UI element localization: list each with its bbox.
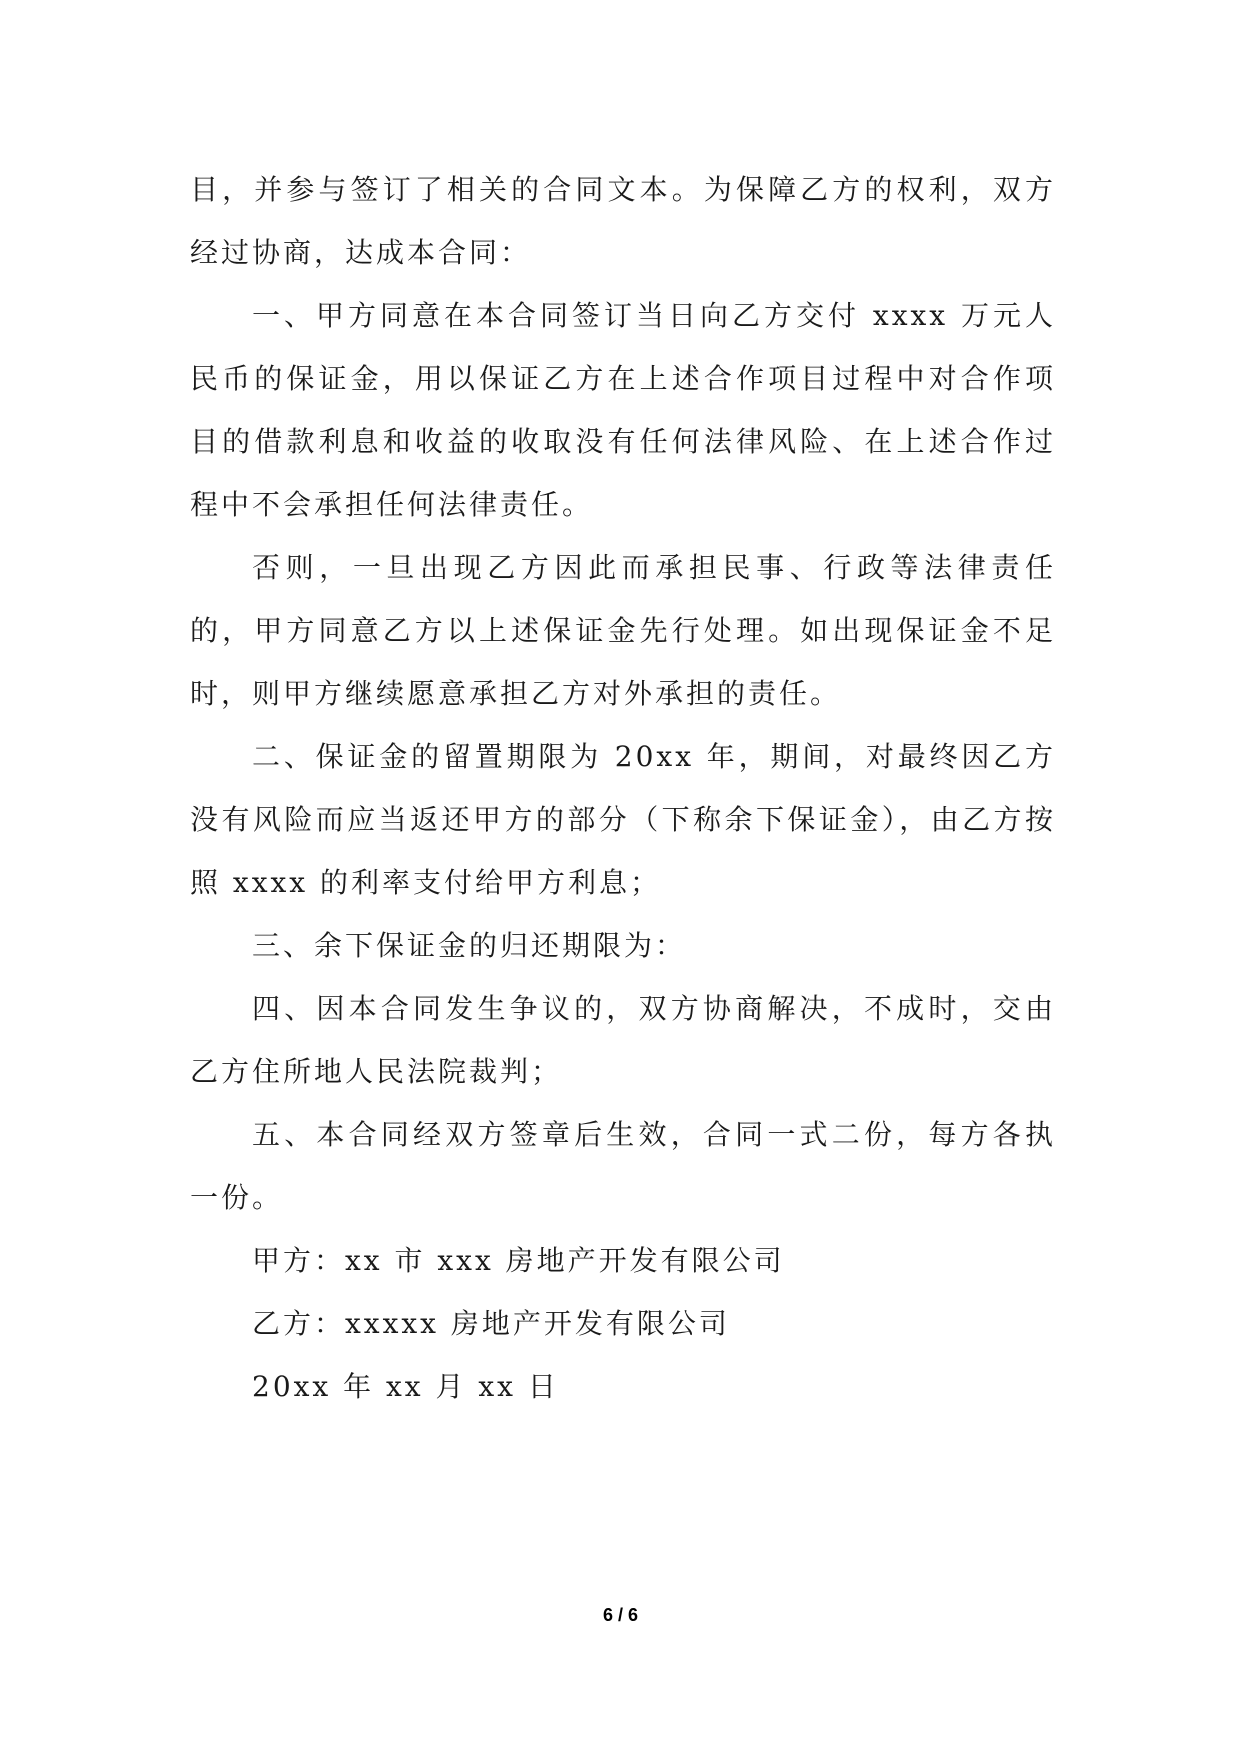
clause-five: 五、本合同经双方签章后生效，合同一式二份，每方各执一份。 xyxy=(190,1118,1056,1214)
clause-one-otherwise: 否则，一旦出现乙方因此而承担民事、行政等法律责任的，甲方同意乙方以上述保证金先行处理。如出现保证金不足时，则甲方继续愿意承担乙方对外承担的责任。 xyxy=(190,551,1056,710)
signing-date: 20xx 年 xx 月 xx 日 xyxy=(252,1370,559,1403)
party-a-signature-line: 甲方：xx 市 xxx 房地产开发有限公司 xyxy=(252,1244,785,1277)
party-b-signature-line: 乙方：xxxxx 房地产开发有限公司 xyxy=(252,1307,730,1340)
page-number: 6 / 6 xyxy=(602,1605,639,1625)
clause-two: 二、保证金的留置期限为 20xx 年，期间，对最终因乙方没有风险而应当返还甲方的部分（下称余下保证金），由乙方按照 xxxx 的利率支付给甲方利息； xyxy=(190,740,1056,899)
clause-one: 一、甲方同意在本合同签订当日向乙方交付 xxxx 万元人民币的保证金，用以保证乙方在上述合作项目过程中对合作项目的借款利息和收益的收取没有任何法律风险、在上述合作过程中不会承担任何法律责任。 xyxy=(190,299,1056,521)
contract-body xyxy=(190,158,1056,1418)
contract-paragraph-continuation: 目，并参与签订了相关的合同文本。为保障乙方的权利，双方经过协商，达成本合同： xyxy=(190,173,1056,269)
clause-four: 四、因本合同发生争议的，双方协商解决，不成时，交由乙方住所地人民法院裁判； xyxy=(190,992,1056,1088)
clause-three: 三、余下保证金的归还期限为： xyxy=(252,929,687,962)
